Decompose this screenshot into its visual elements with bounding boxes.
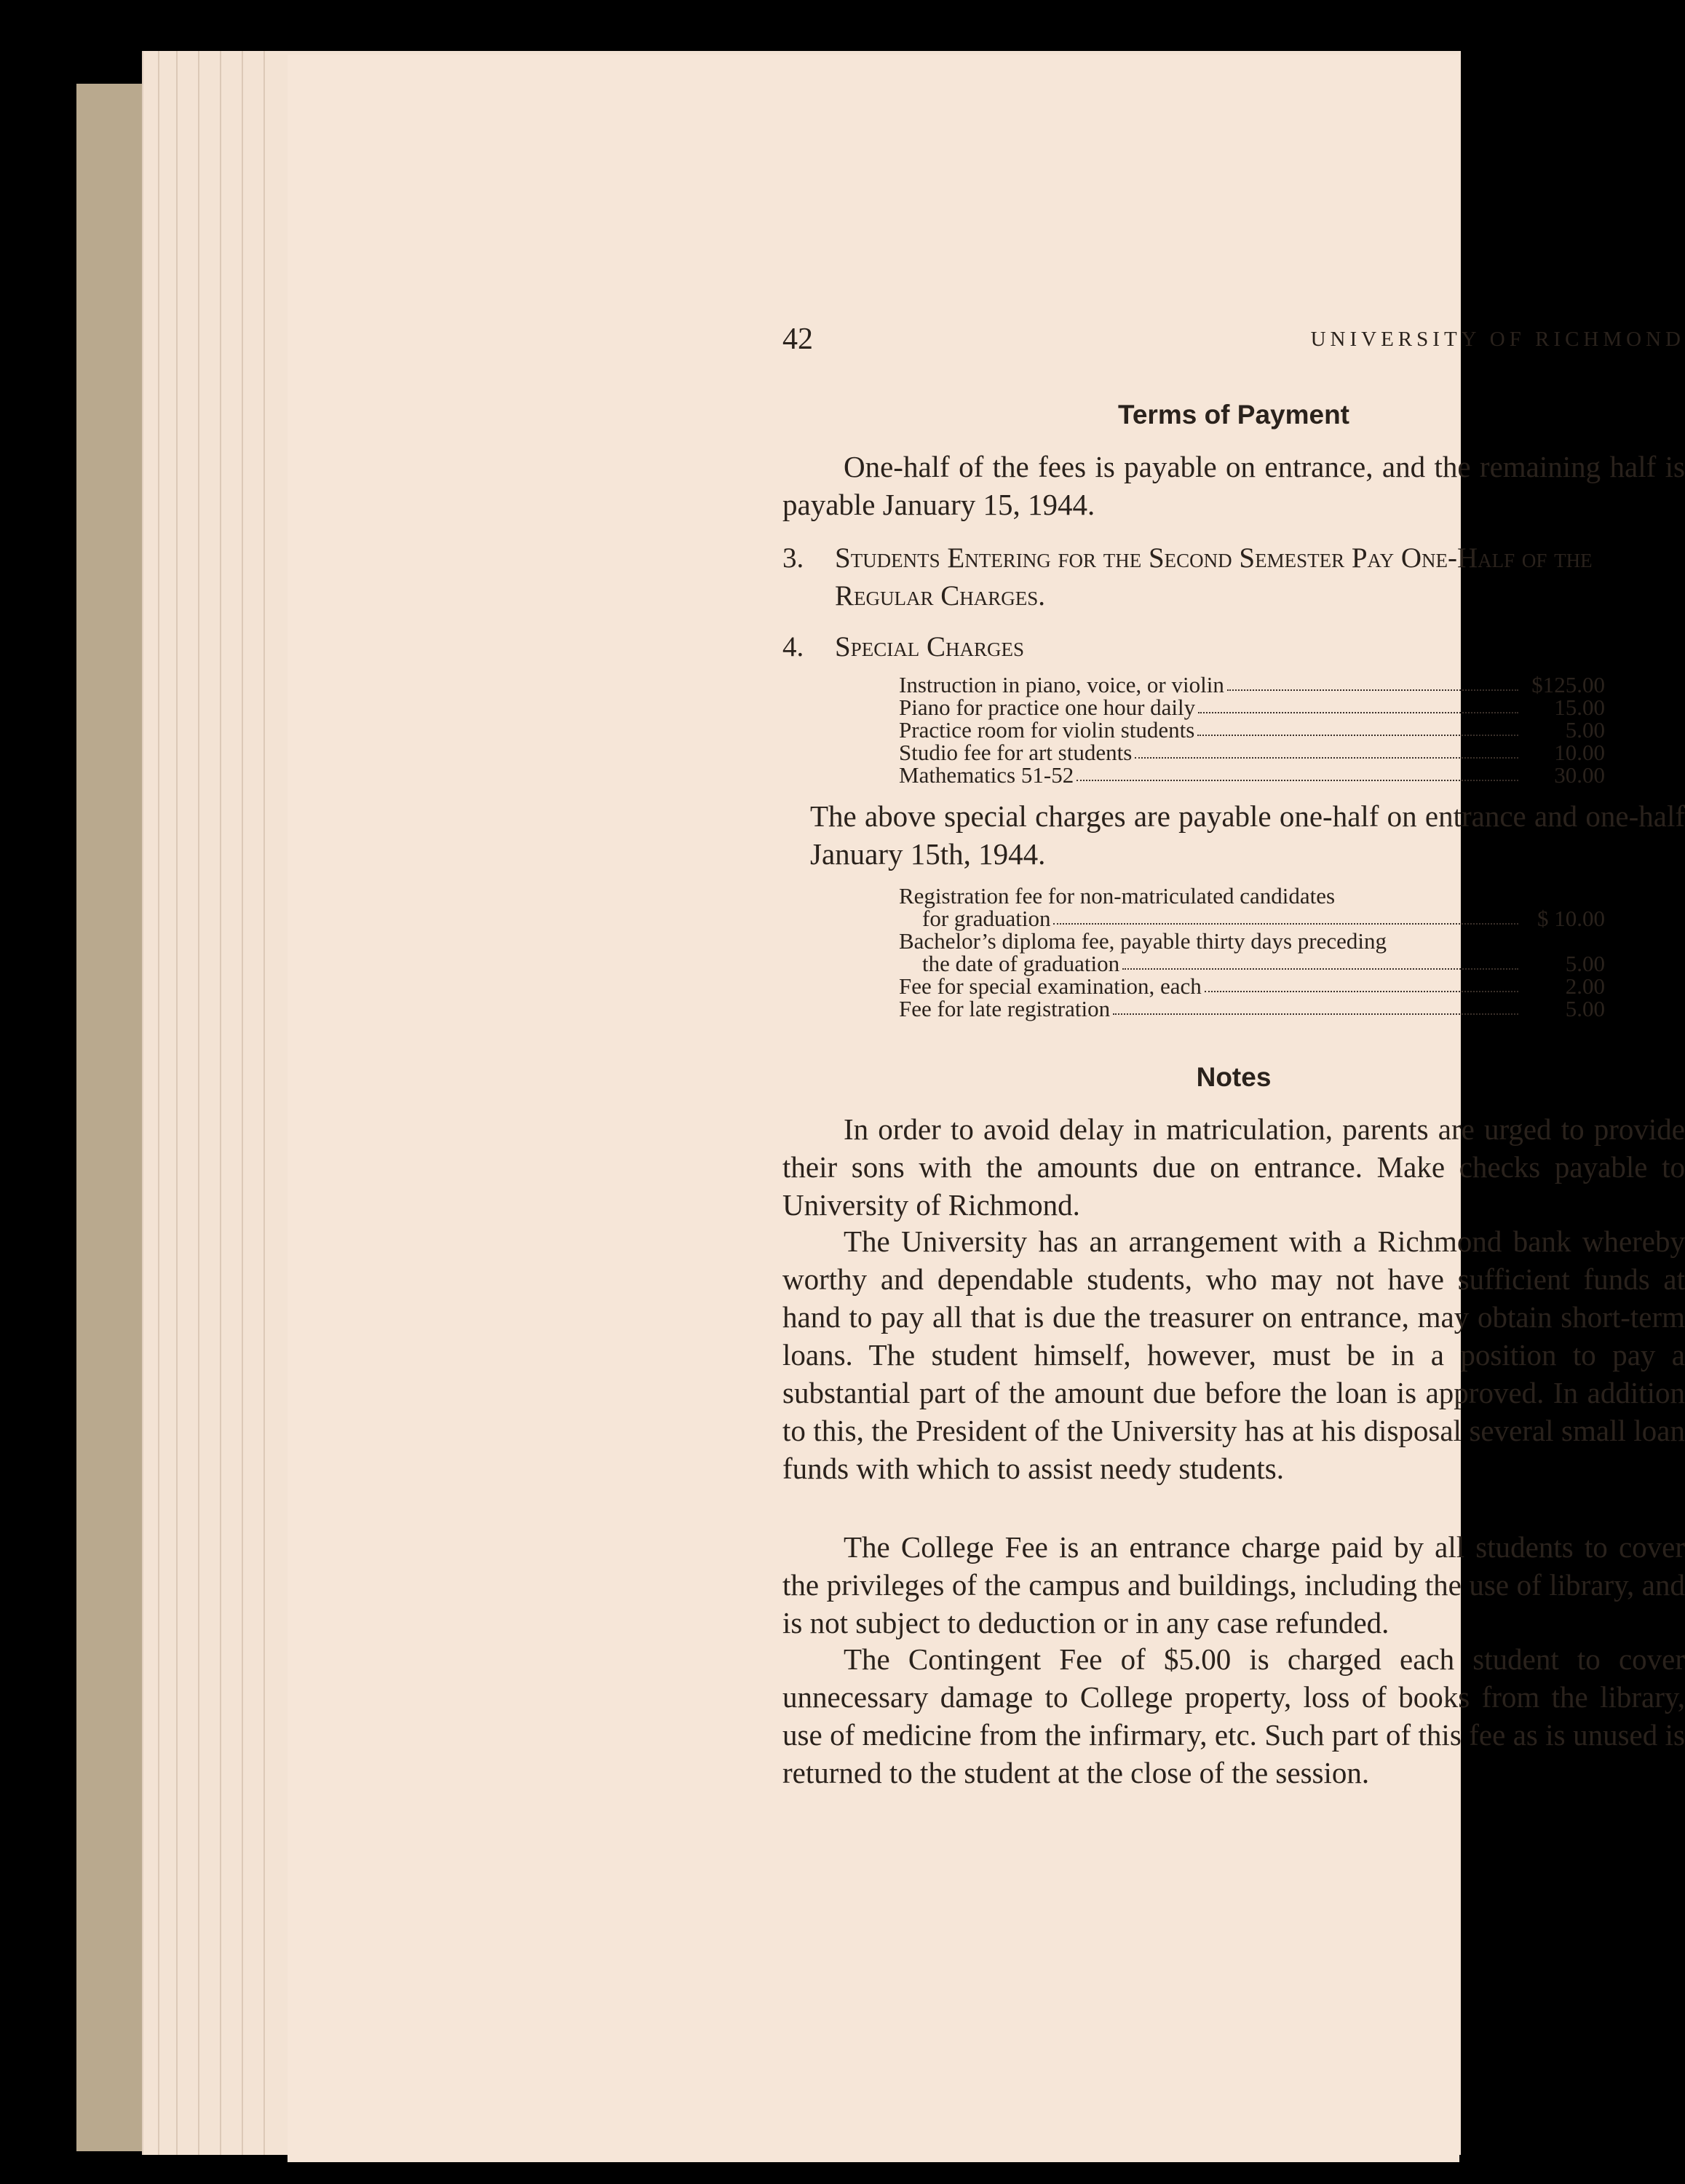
page-edge-line — [158, 51, 159, 2155]
page-edge-line — [220, 51, 221, 2155]
fee-amount: $ 10.00 — [1537, 906, 1605, 931]
running-title: UNIVERSITY OF RICHMOND — [1310, 328, 1685, 351]
fee-row — [899, 719, 1605, 741]
fee-label: Instruction in piano, voice, or violin — [899, 672, 1224, 697]
terms-heading: Terms of Payment — [1117, 400, 1350, 430]
fee-label-line: Bachelor’s diploma fee, payable thirty days preceding — [899, 928, 1387, 954]
fee-amount: 5.00 — [1565, 717, 1605, 743]
fee-row — [899, 696, 1605, 719]
page-edge-line — [176, 51, 178, 2155]
fee-amount: 30.00 — [1554, 762, 1605, 788]
fee-row — [899, 907, 1605, 930]
fee-amount: $125.00 — [1531, 672, 1605, 697]
fee-label: Practice room for violin students — [899, 717, 1195, 743]
fee-label: for graduation — [922, 906, 1051, 931]
item-number: 4. — [782, 631, 804, 662]
fee-label: Mathematics 51-52 — [899, 762, 1074, 788]
fee-row — [899, 741, 1605, 764]
other-fees-list — [899, 885, 1605, 1020]
dot-leader — [1122, 968, 1518, 970]
notes-paragraph: In order to avoid delay in matriculation, parents are urged to provide their sons with the amounts due on entrance. Make checks payable to University of Richmond. — [782, 1112, 1685, 1222]
page-number: 42 — [782, 323, 813, 356]
notes-heading: Notes — [1196, 1062, 1272, 1092]
page-edge-line — [198, 51, 199, 2155]
terms-paragraph: One-half of the fees is payable on entrance, and the remaining half is payable January 15, 1944. — [782, 450, 1685, 521]
item-3 — [782, 539, 1685, 620]
special-charges-note: The above special charges are payable one-half on entrance and one-half January 15th, 1944. — [810, 799, 1685, 871]
fee-row — [899, 952, 1605, 975]
fee-label: Piano for practice one hour daily — [899, 695, 1196, 720]
dot-leader — [1227, 689, 1518, 691]
fee-amount: 5.00 — [1565, 951, 1605, 976]
fee-amount: 5.00 — [1565, 996, 1605, 1021]
fee-label: Studio fee for art students — [899, 740, 1133, 765]
dot-leader — [1197, 735, 1518, 736]
fee-row — [899, 975, 1605, 997]
fee-row — [899, 673, 1605, 696]
fee-label: Fee for special examination, each — [899, 973, 1202, 999]
book-page — [288, 55, 1685, 2162]
fee-label-line: Registration fee for non-matriculated candidates — [899, 883, 1336, 909]
special-charges-list — [899, 673, 1605, 786]
dot-leader — [1053, 923, 1518, 925]
item-4 — [782, 628, 1685, 668]
item-number: 3. — [782, 542, 804, 574]
fee-label: Fee for late registration — [899, 996, 1111, 1021]
item-text: Students Entering for the Second Semester Pay One-Half of the Regular Charges. — [835, 542, 1593, 612]
notes-paragraph: The Contingent Fee of $5.00 is charged each student to cover unnecessary damage to College property, loss of books from the library, use of medicine from the infirmary, etc. Such part of this fee as is unused is returned to the student at the close of the session. — [782, 1642, 1685, 1789]
fee-row — [899, 764, 1605, 786]
fee-row — [899, 997, 1605, 1020]
fee-amount: 2.00 — [1565, 973, 1605, 999]
fee-label: the date of graduation — [922, 951, 1120, 976]
fee-amount: 10.00 — [1554, 740, 1605, 765]
notes-paragraph: The University has an arrangement with a Richmond bank whereby worthy and dependable students, who may not have sufficient funds at hand to pay all that is due the treasurer on entrance, may obtain short-term loans. The student himself, however, must be in a position to pay a substantial part of the amount due before the loan is approved. In addition to this, the President of the University has at his disposal several small loan funds with which to assist needy students. — [782, 1224, 1685, 1485]
page-edge-line — [263, 51, 265, 2155]
notes-paragraph: The College Fee is an entrance charge paid by all students to cover the privileges of the campus and buildings, including the use of library, and is not subject to deduction or in any case refunded. — [782, 1530, 1685, 1639]
dot-leader — [1113, 1013, 1518, 1015]
dot-leader — [1198, 712, 1518, 713]
dot-leader — [1135, 757, 1518, 759]
dot-leader — [1077, 780, 1518, 781]
page-edge-line — [242, 51, 243, 2155]
running-head — [782, 322, 1685, 363]
item-text: Special Charges — [835, 631, 1024, 662]
dot-leader — [1205, 991, 1518, 992]
fee-amount: 15.00 — [1554, 695, 1605, 720]
